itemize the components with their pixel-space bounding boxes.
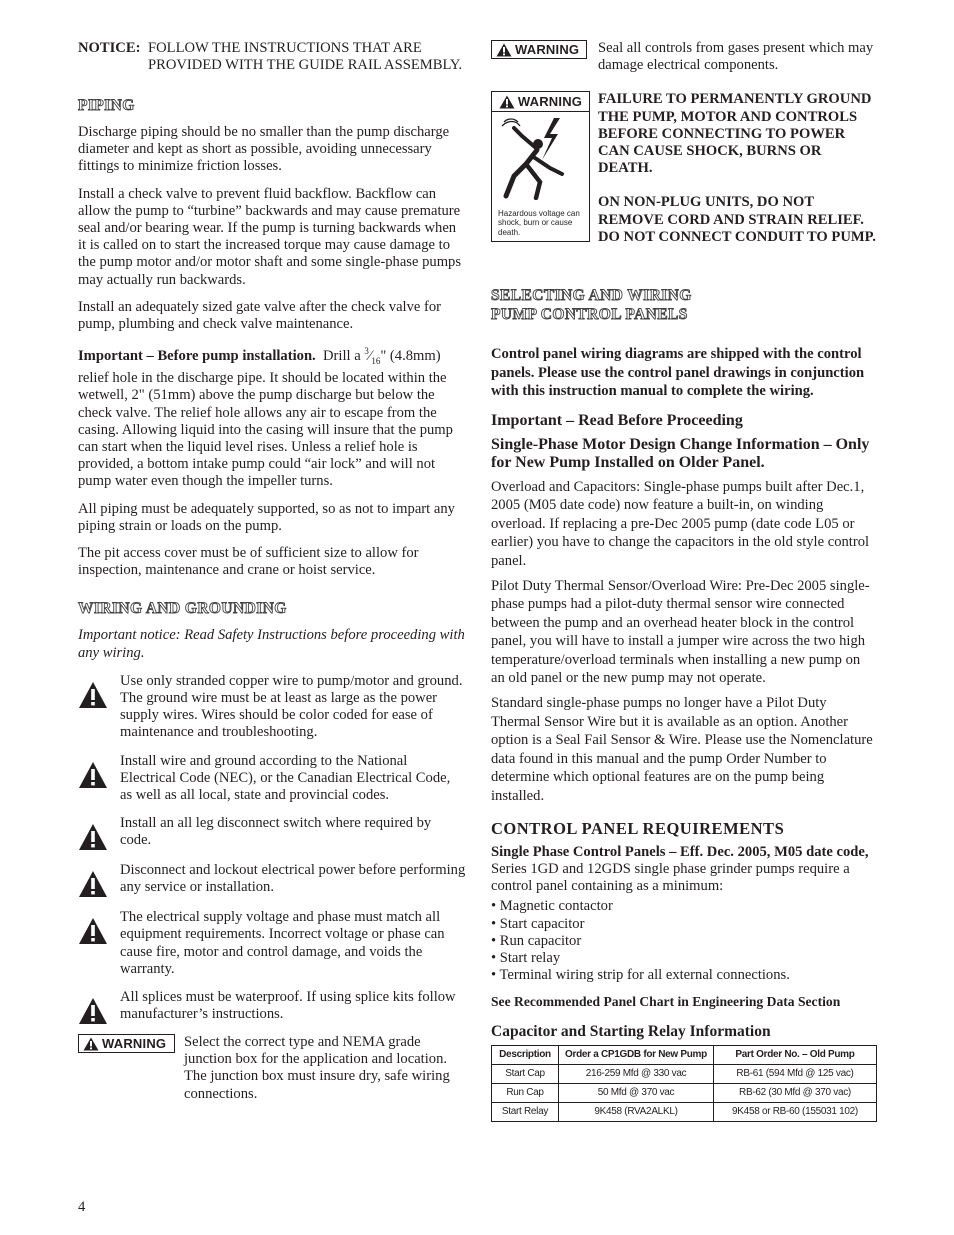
page-number: 4 — [78, 1199, 86, 1215]
table-cell: 9K458 or RB-60 (155031 102) — [714, 1102, 877, 1121]
warning-triangle-icon — [78, 673, 120, 742]
list-item: • Start capacitor — [491, 915, 585, 932]
piping-p5: All piping must be adequately supported, so as not to impart any piping strain or loads on the pump. — [78, 500, 455, 534]
wiring-item-text: The electrical supply voltage and phase must match all equipment requirements. Incorrect voltage or phase can cause fire, motor and control damage, and voids the warranty. — [120, 909, 445, 977]
table-cell: 216-259 Mfd @ 330 vac — [559, 1064, 714, 1083]
wiring-item-text: Use only stranded copper wire to pump/motor and ground. The ground wire must be at least as large as the power supply wires. Wires should be color coded for ease of maintenance and troubleshooting. — [120, 672, 463, 741]
wiring-item — [78, 673, 466, 742]
table-header-cell: Description — [492, 1045, 559, 1064]
warning-triangle-icon — [78, 989, 120, 1025]
warning-badge — [78, 1034, 175, 1053]
selecting-p1: Overload and Capacitors: Single-phase pumps built after Dec.1, 2005 (M05 date code) now feature a built-in, on winding overload. If replacing a pre-Dec 2005 pump (date code L05 or earlier) you have to change the capacitors in the old style control panel. — [491, 478, 870, 569]
control-panel-lead-rest: Series 1GD and 12GDS single phase grinder pumps require a control panel containing as a minimum: — [491, 861, 850, 895]
fraction-denominator: 16 — [371, 356, 381, 366]
shock-warning-text2: ON NON-PLUG UNITS, DO NOT REMOVE CORD AND STRAIN RELIEF. DO NOT CONNECT CONDUIT TO PUMP. — [598, 194, 876, 245]
selecting-heading-line2: PUMP CONTROL PANELS — [491, 306, 688, 324]
right-column — [491, 40, 877, 1122]
wiring-item-text: All splices must be waterproof. If using splice kits follow manufacturer’s instructions. — [120, 989, 456, 1023]
wiring-heading: WIRING AND GROUNDING — [78, 600, 287, 618]
selecting-p2: Pilot Duty Thermal Sensor/Overload Wire: Pre-Dec 2005 single-phase pumps had a pilot-duty thermal sensor wire connected between the pump and an overhead heater block in the control panel, you will have to install a jumper wire across the two high temperature/overload terminals when installing a new pump on an old panel or the new pump may not operate. — [491, 577, 870, 687]
notice-text: FOLLOW THE INSTRUCTIONS THAT ARE PROVIDED WITH THE GUIDE RAIL ASSEMBLY. — [148, 40, 463, 73]
table-row — [492, 1064, 877, 1083]
selecting-heading-line1: SELECTING AND WIRING — [491, 287, 692, 305]
warning-badge — [492, 92, 589, 112]
shock-warning — [491, 91, 877, 246]
warning-triangle-icon — [78, 909, 120, 978]
table-cell: Run Cap — [492, 1083, 559, 1102]
notice — [78, 40, 466, 74]
table-cell: 9K458 (RVA2ALKL) — [559, 1102, 714, 1121]
shock-warning-box — [491, 91, 590, 242]
piping-p3: Install an adequately sized gate valve after the check valve for pump, plumbing and check valve maintenance. — [78, 298, 442, 333]
control-panel-lead-bold: Single Phase Control Panels – Eff. Dec. 2005, M05 date code, — [491, 843, 869, 860]
piping-p4-rest: " (4.8mm) relief hole in the discharge pipe. It should be located within the wetwell, 2" (51mm) above the pump discharge but below the check valve. The relief hole allows any air to escape from the casing. Allowing liquid into the casing will insure that the pump can start when the liquid level rises. Unless a relief hole is provided, a bottom intake pump could “air lock” and will not pump water even though the impeller turns. — [78, 348, 453, 490]
piping-p4-bold: Important – Before pump installation. — [78, 348, 316, 365]
wiring-item — [78, 862, 466, 898]
wiring-item — [78, 815, 466, 851]
electric-shock-icon — [492, 114, 588, 200]
table-row — [492, 1102, 877, 1121]
table-cell: RB-61 (594 Mfd @ 125 vac) — [714, 1064, 877, 1083]
warning-triangle-icon — [78, 753, 120, 805]
wiring-item — [78, 989, 466, 1025]
table-header-cell: Order a CP1GDB for New Pump — [559, 1045, 714, 1064]
list-item: • Magnetic contactor — [491, 898, 613, 915]
piping-p4: Important – Before pump installation. Drill a $^3⁄_{16}$" (4.8mm) relief hole in the discharge pipe. It should be located within the wetwell, 2" (51mm) above the pump discharge but below the check valve. The relief hole allows any air to escape from the casing. Allowing liquid into the casing will insure that the pump can start when the liquid level rises. Unless a relief hole is provided, a bottom intake pump could “air lock” and will not pump water even though the impeller turns. — [78, 346, 453, 490]
gas-seal-warning-text: Seal all controls from gases present which may damage electrical components. — [598, 40, 874, 74]
piping-heading: PIPING — [78, 97, 135, 114]
piping-p6: The pit access cover must be of sufficient size to allow for inspection, maintenance and crane or hoist service. — [78, 545, 419, 579]
wiring-item-text: Install wire and ground according to the National Electrical Code (NEC), or the Canadian Electrical Code, as well as all local, state and provincial codes. — [120, 752, 451, 804]
capacitor-table — [491, 1045, 877, 1122]
table-row — [492, 1083, 877, 1102]
control-panel-heading: CONTROL PANEL REQUIREMENTS — [491, 818, 785, 838]
wiring-item-text: Disconnect and lockout electrical power before performing any service or installation. — [120, 862, 466, 896]
notice-label: NOTICE: — [78, 40, 141, 56]
table-cell: RB-62 (30 Mfd @ 370 vac) — [714, 1083, 877, 1102]
fraction-numerator: 3 — [364, 346, 369, 357]
shock-warning-text1: FAILURE TO PERMANENTLY GROUND THE PUMP, MOTOR AND CONTROLS BEFORE CONNECTING TO POWER CAN CAUSE SHOCK, BURNS OR DEATH. — [598, 91, 872, 177]
piping-p2: Install a check valve to prevent fluid backflow. Backflow can allow the pump to “turbine” backwards and may cause premature seal and/or bearing wear. If the pump is turning backwards when it is called on to start the increased torque may cause damage to the pump motor and/or motor shaft and some single-phase pumps may actually run backwards. — [78, 185, 462, 288]
list-item: • Run capacitor — [491, 932, 582, 949]
piping-p4-pre: Drill a — [323, 348, 361, 365]
wiring-important: Important notice: Read Safety Instructions before proceeding with any wiring. — [78, 627, 465, 661]
requirements-list — [491, 898, 877, 984]
selecting-intro: Control panel wiring diagrams are shipped with the control panels. Please use the control panel drawings in conjunction with this instruction manual to complete the wiring. — [491, 346, 865, 400]
wiring-item — [78, 909, 466, 978]
shock-caption: Hazardous voltage can shock, burn or cause death. — [498, 208, 580, 237]
list-item: • Start relay — [491, 950, 561, 967]
list-item: • Terminal wiring strip for all external connections. — [491, 967, 790, 984]
table-cell: Start Relay — [492, 1102, 559, 1121]
table-header-cell: Part Order No. – Old Pump — [714, 1045, 877, 1064]
change-heading: Single-Phase Motor Design Change Information – Only for New Pump Installed on Older Panel. — [491, 435, 870, 471]
wiring-item-text: Install an all leg disconnect switch where required by code. — [120, 815, 432, 849]
capacitor-heading: Capacitor and Starting Relay Information — [491, 1022, 771, 1040]
wiring-item — [78, 753, 466, 805]
junction-box-warning — [78, 1034, 466, 1103]
see-chart-note: See Recommended Panel Chart in Engineering Data Section — [491, 994, 841, 1010]
warning-triangle-icon — [78, 862, 120, 898]
table-cell: Start Cap — [492, 1064, 559, 1083]
warning-label: WARNING — [102, 1036, 167, 1052]
selecting-p3: Standard single-phase pumps no longer have a Pilot Duty Thermal Sensor Wire but it is available as an option. Another option is a Seal Fail Sensor & Wire. Please use the Nomenclature data found in this manual and the pump Order Number to determine which optional features are on the pump being installed. — [491, 695, 873, 805]
left-column — [78, 40, 466, 1103]
junction-box-warning-text: Select the correct type and NEMA grade junction box for the application and location. The junction box must insure dry, safe wiring connections. — [184, 1034, 450, 1102]
table-header-row — [492, 1045, 877, 1064]
piping-p1: Discharge piping should be no smaller than the pump discharge diameter and kept as short as possible, avoiding unnecessary fittings to minimize friction losses. — [78, 124, 450, 175]
important-read: Important – Read Before Proceeding — [491, 411, 743, 429]
warning-label: WARNING — [517, 94, 583, 110]
warning-label: WARNING — [515, 42, 580, 57]
control-panel-lead — [491, 844, 877, 896]
gas-seal-warning — [491, 40, 877, 74]
warning-triangle-icon — [83, 1037, 99, 1051]
table-cell: 50 Mfd @ 370 vac — [559, 1083, 714, 1102]
warning-triangle-icon — [496, 43, 512, 57]
warning-triangle-icon — [78, 815, 120, 851]
warning-badge — [491, 40, 587, 59]
warning-triangle-icon — [499, 95, 515, 109]
